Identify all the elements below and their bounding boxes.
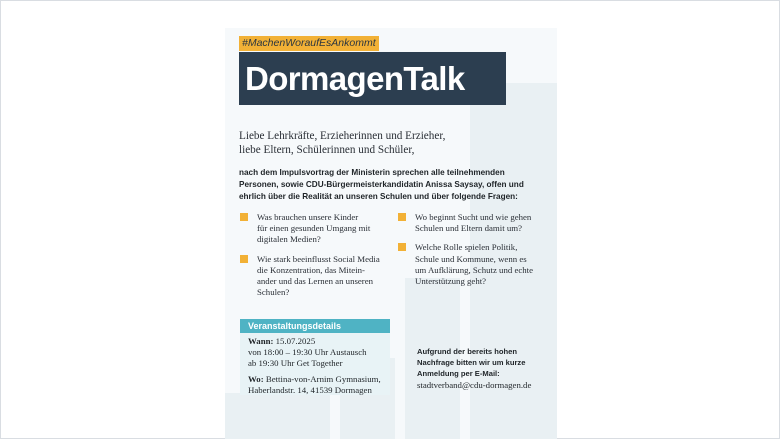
question-line: Schulen? [257,287,290,298]
question-item [397,212,547,234]
registration-line: Aufgrund der bereits hohen [417,347,517,356]
question-line: Wo beginnt Sucht und wie gehen [415,212,532,222]
registration-line: Anmeldung per E-Mail: [417,368,500,378]
time-line: ab 19:30 Uhr Get Together [248,358,343,368]
questions-left-column [239,212,389,306]
registration-note [417,347,557,379]
question-item [397,242,547,287]
intro-line: ehrlich über die Realität an unseren Schulen und über folgende Fragen: [239,192,518,202]
question-line: Wie stark beeinflusst Social Media [257,253,380,264]
intro-text [239,167,539,204]
event-date: 15.07.2025 [273,336,316,346]
contact-email: stadtverband@cdu-dormagen.de [417,380,532,390]
decorative-bar [225,393,330,439]
time-line: von 18:00 – 19:30 Uhr Austausch [248,347,367,357]
event-details-box [240,333,390,395]
question-line: ander und das Lernen an unseren [257,276,374,287]
when-line [248,336,390,347]
question-line: die Konzentration, das Mitein- [257,264,365,275]
question-item [239,212,389,246]
question-line: digitalen Medien? [257,234,321,245]
square-bullet-icon [240,213,248,221]
where-line [248,374,390,385]
square-bullet-icon [398,243,406,251]
greeting [239,130,539,157]
square-bullet-icon [240,255,248,263]
when-label: Wann: [248,336,274,346]
event-title: DormagenTalk [239,52,506,105]
questions-right-column [397,212,547,295]
event-details-heading: Veranstaltungsdetails [240,319,390,333]
question-item [239,254,389,299]
question-line: um Aufklärung, Schutz und echte [415,264,533,275]
intro-line: Personen, sowie CDU-Bürgermeisterkandidatin Anissa Saysay, offen und [239,180,524,190]
question-line: Unterstützung geht? [415,276,487,287]
greeting-line: Liebe Lehrkräfte, Erzieherinnen und Erzieher, [239,130,446,142]
question-line: Welche Rolle spielen Politik, [415,242,518,253]
venue-name: Bettina-von-Arnim Gymnasium, [263,374,381,384]
where-label: Wo: [248,374,264,384]
question-line: Schulen und Eltern damit um? [415,223,523,234]
greeting-line: liebe Eltern, Schülerinnen und Schüler, [239,143,415,156]
registration-line: Nachfrage bitten wir um kurze [417,357,526,367]
question-line: für einen gesunden Umgang mit [257,223,371,234]
question-line: Was brauchen unsere Kinder [257,212,359,222]
question-line: Schule und Kommune, wenn es [415,253,527,264]
venue-address: Haberlandstr. 14, 41539 Dormagen [248,385,372,395]
square-bullet-icon [398,213,406,221]
intro-line: nach dem Impulsvortrag der Ministerin sprechen alle teilnehmenden [239,168,505,177]
hashtag-label: #MachenWoraufEsAnkommt [239,36,379,51]
